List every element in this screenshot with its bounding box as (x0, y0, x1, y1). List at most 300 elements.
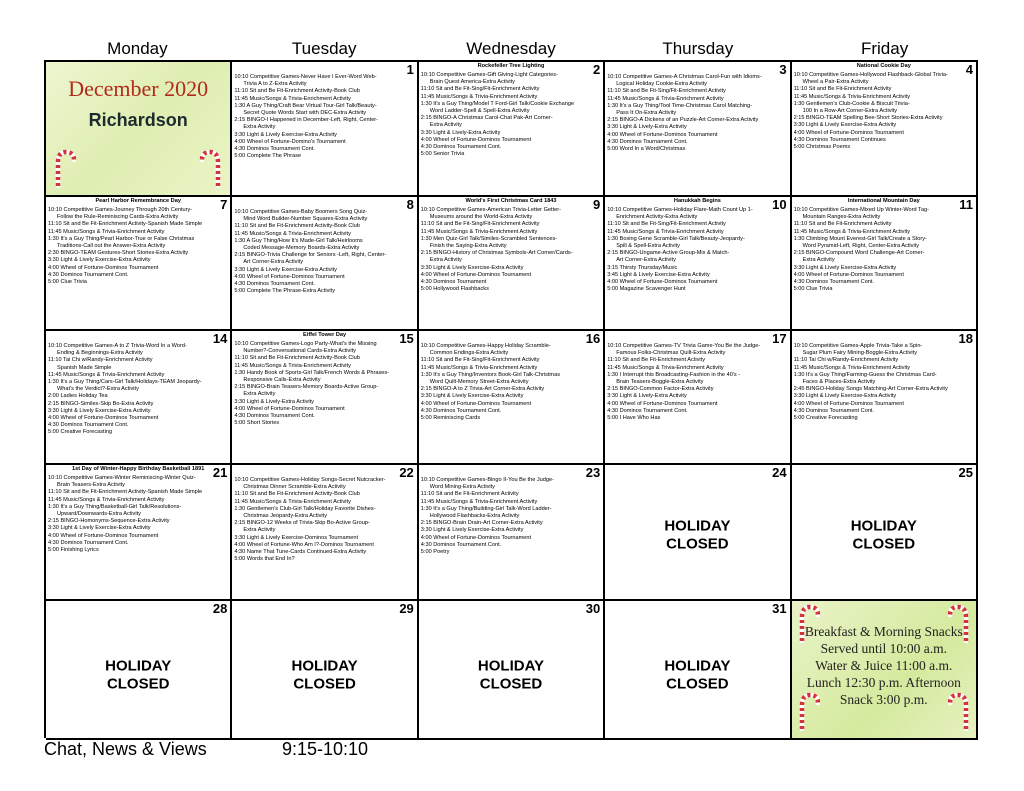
activity-item: 4:30 Dominos Tournament Cont. (607, 407, 688, 414)
activity-item: Ending & Beginnings-Extra Activity (57, 350, 143, 357)
activity-item: 11:10 Sit and Be Fit-Enrichment Activity (793, 221, 892, 228)
activity-item: 2:15 BINGO-Brain Teasers-Memory Boards-Active Group- (234, 384, 379, 391)
holiday-label: HOLIDAY (477, 657, 545, 675)
activity-item: 5:00 Clue Trivia (793, 286, 833, 293)
activity-item: 1:30 Handy Book of Sports-Girl Talk/French Words & Phrases- (234, 369, 390, 376)
activity-item: 5:00 Magazine Scavenger Hunt (607, 286, 686, 293)
holiday-label: HOLIDAY (850, 517, 917, 535)
activity-item: 2:15 BINGO-A Christmas Carol-Chat Pak-Art Corner- (420, 115, 553, 122)
activity-item: Extra Activity (429, 122, 462, 129)
activity-item: 1:30 Boxing Gene Scramble-Girl Talk/Beauty-Jeopardy- (607, 235, 745, 242)
activity-item: 1:30 It's a Guy Thing/Basketball-Girl Talk/Resolutions- (48, 503, 182, 510)
activity-item: 2:15 BINGO-TEAM Spelling Bee-Short Stories-Extra Activity (793, 115, 943, 122)
activity-item: 2:15 BINGO-History of Christmas Symbols-Art Corner/Cards- (420, 250, 573, 257)
day-header-wednesday: Wednesday (466, 39, 556, 58)
date-number: 11 (959, 197, 973, 212)
activity-item: Museums around the World-Extra Activity (429, 214, 533, 221)
activity-item: 11:10 Sit and Be Fit-Sing/Fit-Enrichment Activity (420, 86, 540, 93)
holiday-closed-notice (605, 518, 789, 554)
activity-item: 5:00 Finishing Lyrics (48, 547, 99, 554)
closed-label: CLOSED (666, 535, 729, 553)
footer-program-name: Chat, News & Views (44, 739, 207, 759)
day-cell-1 (232, 62, 418, 197)
activity-item: 11:45 Music/Songs & Trivia-Enrichment Activity (48, 371, 165, 378)
date-number: 17 (772, 331, 787, 346)
date-number: 30 (585, 601, 601, 616)
closed-label: CLOSED (666, 675, 729, 693)
activity-item: Art Corner-Extra Activity (616, 257, 676, 264)
activity-item: 11:45 Music/Songs & Trivia-Enrichment Activity (793, 93, 911, 100)
activity-item: 3:30 Light & Lively-Extra Activity (607, 393, 687, 400)
special-day-title: Eiffel Tower Day (303, 332, 347, 338)
activity-item: 11:45 Music/Songs & Trivia-Enrichment Activity (48, 228, 165, 235)
activity-item: 10:10 Competitive Games-Happy Holiday Scramble- (420, 343, 551, 349)
activity-item: 11:10 Sit and Be Fit-Enrichment Activity (607, 357, 706, 364)
activity-item: 5:00 Words that End In? (234, 556, 295, 563)
activity-item: 10:10 Competitive Games-Baby Boomers Song Quiz- (234, 209, 368, 215)
activity-item: 3:30 Light & Lively-Extra Activity (420, 129, 501, 136)
activity-item: 10:10 Competitive Games-Gift Giving-Light Categories- (420, 72, 558, 78)
day-cell-17 (605, 331, 791, 465)
candy-cane-icon (50, 148, 80, 193)
activity-item: 3:30 Light & Lively Exercise-Extra Activity (793, 264, 897, 271)
activity-item: 1:30 I Interrupt this Broadcasting-Fashion in the 40's - (607, 371, 741, 378)
activity-item: Spanish Made Simple (57, 364, 112, 371)
activity-item: Art Corner-Extra Activity (243, 259, 304, 266)
activity-item: 2:00 Ladies Holiday Tea (48, 393, 108, 400)
activity-list (421, 343, 591, 422)
day-cell-29 (232, 601, 418, 740)
activity-item: 4:30 Dominos Tournament (420, 279, 487, 286)
activity-item: 3:30 Light & Lively Exercise-Extra Activity (793, 122, 897, 129)
activity-item: Traditions-Call out the Answer-Extra Activity (57, 243, 166, 250)
date-number: 31 (772, 601, 787, 616)
activity-item: 4:00 Wheel of Fortune-Dominos Tournament (48, 532, 159, 539)
activity-item: Brain Quest America-Extra Activity (429, 79, 515, 86)
activity-item: 100 In a Row-Art Corner-Extra Activity (802, 108, 898, 115)
activity-item: 4:00 Wheel of Fortune-Dominos Tournament (793, 400, 904, 407)
activity-item: 10:10 Competitive Games-Logo Party-What's the Missing (234, 341, 377, 347)
activity-item: 10:10 Competitive Games-A Christmas Carol-Fun with Idioms- (607, 74, 762, 80)
meal-schedule-line: Served until 10:00 a.m. (820, 641, 947, 656)
activity-item: 4:30 Dominos Tournament Cont. (420, 541, 502, 548)
activity-item: 10:10 Competitive Games-American Trivia-Letter Getter- (420, 207, 562, 213)
day-cell-11 (792, 197, 978, 331)
activity-item: 4:00 Wheel of Fortune-Who Am I?-Dominos Tournament (234, 541, 374, 548)
location-name: Richardson (88, 110, 188, 130)
activity-item: 4:30 Dominos Tournament Continues (793, 136, 886, 143)
activity-item: 4:30 Dominos Tournament Cont. (793, 407, 875, 414)
activity-item: 2:15 BINGO-Homonyms-Sequence-Extra Activity (48, 518, 170, 525)
activity-item: 4:00 Wheel of Fortune-Dominos Tournament (420, 271, 532, 278)
activity-item: 2:15 BINGO-Similes-Skip Bo-Extra Activity (48, 400, 154, 407)
activity-item: 1:30 Gentlemen's Club-Cookie & Biscuit Trivia- (793, 100, 910, 107)
activity-item: 1:30 Men Quiz-Girl Talk/Similes-Scrambled Sentences- (420, 235, 558, 242)
activity-item: 5:00 Creative Forecasting (793, 415, 858, 422)
activity-item: 3:45 Light & Lively Exercise-Extra Activity (607, 271, 710, 278)
meal-schedule-line: Lunch 12:30 p.m. Afternoon (806, 675, 961, 690)
date-number: 18 (958, 331, 973, 346)
activity-item: 5:00 Creative Forecasting (48, 429, 113, 436)
activity-item: Number?-Conversational Cards-Extra Activity (243, 348, 356, 355)
meal-schedule-cell (792, 601, 978, 740)
activity-item: 5:00 Poetry (420, 549, 450, 556)
date-number: 1 (406, 62, 414, 77)
day-cell-14 (46, 331, 232, 465)
activity-item: 1:30 It's a Guy Thing/Farming-Guess the Christmas Card- (793, 371, 937, 378)
date-number: 9 (592, 197, 601, 212)
activity-item: 3:30 Light & Lively Exercise-Extra Activity (420, 527, 524, 534)
date-number: 14 (212, 331, 228, 346)
activity-item: 5:00 Short Stories (234, 420, 280, 427)
activity-item: Spill & Spell-Extra Activity (616, 243, 680, 250)
day-cell-30 (419, 601, 605, 740)
activity-item: 1:30 It's a Guy Thing/Tool Time-Christmas Carol Matching- (607, 102, 753, 109)
candy-cane-icon (196, 148, 226, 193)
activity-item: 4:00 Wheel of Fortune-Dominos Tournament (793, 129, 904, 136)
weekday-header (44, 38, 978, 60)
closed-label: CLOSED (479, 675, 543, 693)
special-day-title: Rockefeller Tree Lighting (477, 63, 545, 69)
activity-item: 3:30 Light & Lively Exercise-Extra Activity (234, 266, 337, 273)
date-number: 10 (772, 197, 787, 212)
day-cell-7 (46, 197, 232, 331)
activity-item: 5:00 Christmas Poems (793, 144, 851, 151)
activity-item: 3:30 Light & Lively Exercise-Extra Activity (48, 257, 151, 264)
date-number: 28 (212, 601, 228, 616)
date-number: 25 (958, 465, 973, 480)
activity-item: 4:00 Wheel of Fortune-Dominos Tournament (607, 400, 718, 407)
holiday-closed-notice (232, 658, 416, 694)
activity-item: Extra Activity (429, 257, 462, 264)
activity-item: 11:45 Music/Songs & Trivia-Enrichment Activity (420, 364, 538, 371)
activity-item: 2:30 BINGO-TEAM Gestures-Short Stories-Extra Activity (48, 250, 189, 257)
day-header-friday: Friday (860, 39, 909, 58)
activity-item: 11:10 Sit and Be Fit-Enrichment Activity-Spanish Made Simple (48, 221, 203, 228)
activity-list (234, 477, 404, 563)
activity-list (48, 475, 218, 554)
activity-list (794, 343, 964, 422)
activity-item: Extra Activity (243, 124, 276, 131)
activity-item: 11:45 Music/Songs & Trivia-Enrichment Activity (607, 228, 724, 235)
activity-list (48, 343, 218, 437)
activity-item: 1:30 Gentlemen's Club-Girl Talk/Holiday Favorite Dishes- (234, 505, 376, 512)
activity-item: 2:15 BINGO-Common Factor-Extra Activity (607, 386, 714, 393)
activity-item: Christmas Jeopardy-Extra Activity (243, 513, 328, 520)
activity-item: 4:30 Dominos Tournament Cont. (234, 413, 315, 420)
meal-schedule-line: Water & Juice 11:00 a.m. (815, 658, 953, 673)
activity-item: 3:30 Light & Lively Exercise-Extra Activity (420, 264, 524, 271)
activity-item: 1:30 A Guy Thing/How It's Made-Girl Talk/Heirlooms (234, 237, 363, 244)
activity-item: Wheel a Pair-Extra Activity (802, 79, 869, 86)
activity-item: 2:15 BINGO-Ungame-Active Group-Mix & Match- (607, 250, 730, 257)
activity-item: 4:30 Dominos Tournament Cont. (48, 422, 129, 429)
activity-list (48, 207, 218, 286)
activity-item: 3:30 Light & Lively-Extra Activity (234, 398, 314, 405)
holiday-closed-notice (605, 658, 789, 694)
special-day-title: National Cookie Day (856, 63, 911, 69)
activity-list (421, 477, 591, 556)
activity-item: 5:00 Senior Trivia (420, 151, 465, 158)
activity-list (607, 343, 777, 422)
date-number: 21 (212, 465, 228, 480)
activity-item: Responsive Calls-Extra Activity (243, 377, 321, 384)
activity-item: 4:30 Dominos Tournament Cont. (234, 281, 315, 288)
activity-item: 11:10 Sit and Be Fit-Sing/Fit-Enrichment Activity (420, 357, 540, 364)
activity-item: 11:10 Sit and Be Fit-Enrichment Activity-Book Club (234, 491, 360, 498)
activity-item: 11:45 Music/Songs & Trivia-Enrichment Activity (234, 95, 351, 102)
activity-item: Extra Activity (243, 391, 276, 398)
activity-item: Enrichment Activity-Extra Activity (616, 214, 698, 221)
activity-item: 5:00 Word In a Word/Christmas (607, 146, 686, 153)
activity-item: 5:00 Reminiscing Cards (420, 415, 481, 422)
activity-item: 11:10 Sit and Be Fit-Enrichment Activity-Book Club (234, 355, 360, 362)
activity-list (234, 209, 404, 295)
activity-item: 4:00 Wheel of Fortune-Dominos Tournament (48, 415, 159, 422)
footer-program-time: 9:15-10:10 (282, 739, 369, 759)
holiday-closed-notice (419, 658, 603, 694)
activity-item: 4:30 Name That Tune-Cards Continued-Extra Activity (234, 549, 367, 556)
activity-item: 4:00 Wheel of Fortune-Dominos Tournament (234, 273, 345, 280)
activity-item: Hollywood Flashbacks-Extra Activity (429, 513, 520, 520)
day-cell-23 (419, 465, 605, 601)
activity-item: 11:45 Music/Songs & Trivia-Enrichment Activity (420, 228, 538, 235)
activity-item: 1:30 A Guy Thing/Craft Bear Virtual Tour-Girl Talk/Beauty- (234, 102, 377, 109)
activity-item: 4:30 Dominos Tournament Cont. (420, 407, 502, 414)
activity-item: 3:30 Light & Lively Exercise-Extra Activity (420, 393, 524, 400)
activity-item: 2:45 BINGO-Holiday Songs Matching-Art Corner-Extra Activity (793, 386, 948, 393)
activity-item: 11:45 Music/Songs & Trivia-Enrichment Activity (234, 230, 351, 237)
activity-item: 11:10 Sit and Be Fit-Sing/Fit-Enrichment Activity (607, 88, 726, 95)
activity-item: 10:10 Competitive Games-Never Have I Ever-Word Web- (234, 74, 377, 80)
day-cell-28 (46, 601, 232, 740)
activity-item: 11:45 Music/Songs & Trivia-Enrichment Activity (793, 364, 911, 371)
activity-item: 5:00 Clue Trivia (48, 279, 87, 286)
month-title: December 2020 (68, 76, 209, 101)
activity-item: 4:00 Wheel of Fortune-Dominos Tournament (607, 131, 718, 138)
activity-list (421, 72, 591, 158)
activity-item: 3:30 Light & Lively Exercise-Dominos Tournament (234, 534, 359, 541)
activity-item: 11:10 Tai Chi w/Randy-Enrichment Activity (48, 357, 153, 364)
activity-item: 4:30 Dominos Tournament Cont. (607, 138, 688, 145)
month-banner-cell (46, 62, 232, 197)
activity-item: 11:10 Sit and Be Fit-Enrichment Activity-Book Club (234, 88, 360, 95)
activity-item: 10:10 Competitive Games-Hollywood Flashback-Global Trivia- (793, 72, 948, 78)
closed-label: CLOSED (106, 675, 170, 693)
activity-item: 3:30 Light & Lively-Extra Activity (607, 124, 687, 131)
activity-item: 11:45 Music/Songs & Trivia-Enrichment Activity (607, 364, 724, 371)
activity-item: 4:30 Dominos Tournament Cont. (48, 539, 129, 546)
day-cell-21 (46, 465, 232, 601)
activity-item: 11:45 Music/Songs & Trivia-Enrichment Activity (607, 95, 724, 102)
day-cell-31 (605, 601, 791, 740)
activity-item: Word Quilt-Memory Street-Extra Activity (429, 379, 529, 386)
date-number: 3 (779, 62, 787, 77)
meal-schedule (792, 623, 976, 708)
date-number: 23 (585, 465, 601, 480)
activity-item: 3:30 Light & Lively Exercise-Extra Activity (48, 407, 151, 414)
activity-item: Finish the Saying-Extra Activity (429, 243, 507, 250)
activity-item: 11:10 Sit and Be Fit-Enrichment Activity-Spanish Made Simple (48, 489, 203, 496)
activity-list (794, 207, 964, 293)
activity-item: 5:00 Complete The Phrase-Extra Activity (234, 288, 336, 295)
activity-item: Coded Message-Memory Boards-Extra Activity (243, 245, 360, 252)
activity-item: 10:10 Competitive Games-A to Z Trivia-Word In a Word- (48, 343, 187, 349)
day-cell-24 (605, 465, 791, 601)
day-cell-10 (605, 197, 791, 331)
date-number: 2 (592, 62, 601, 77)
day-cell-22 (232, 465, 418, 601)
activity-item: 1:30 It's a Guy Thing/Cars-Girl Talk/Holidays-TEAM Jeopardy- (48, 379, 202, 386)
day-cell-15 (232, 331, 418, 465)
date-number: 22 (399, 465, 414, 480)
activity-item: 4:30 Dominos Tournament Cont. (420, 144, 502, 151)
activity-list (234, 74, 404, 160)
date-number: 29 (399, 601, 414, 616)
activity-item: 11:10 Sit and Be Fit-Enrichment Activity (793, 86, 892, 93)
activity-item: 11:45 Music/Songs & Trivia-Enrichment Activity (420, 93, 538, 100)
day-cell-8 (232, 197, 418, 331)
activity-item: 4:00 Wheel of Fortune-Domino's Tournament (234, 138, 346, 145)
day-cell-2 (419, 62, 605, 197)
activity-item: 1:30 It's a Guy Thing/Model T Ford-Girl Talk/Cookie Exchange (420, 100, 575, 107)
activity-item: 1:30 It's a Guy Thing/Pearl Harbor-True or False Christmas (48, 235, 195, 242)
activity-item: 11:45 Music/Songs & Trivia-Enrichment Activity (234, 498, 351, 505)
date-number: 7 (220, 197, 228, 212)
holiday-label: HOLIDAY (664, 517, 731, 535)
activity-item: Brain Teasers-Boggle-Extra Activity (616, 379, 704, 386)
activity-item: 5:00 Complete The Phrase (234, 153, 302, 160)
activity-item: 2:15 BINGO-Brain Drain-Art Corner-Extra Activity (420, 520, 543, 527)
holiday-closed-notice (792, 518, 976, 554)
activity-item: 11:45 Music/Songs & Trivia-Enrichment Activity (793, 228, 911, 235)
activity-item: 11:45 Music/Songs & Trivia-Enrichment Activity (234, 362, 351, 369)
day-cell-3 (605, 62, 791, 197)
closed-label: CLOSED (852, 535, 916, 553)
activity-item: 10:10 Competitive Games-Mixed Up Winter-Word Tag- (793, 207, 929, 213)
activity-item: 10:10 Competitive Games-Journey Through 20th Century- (48, 207, 193, 213)
special-day-title: Hanukkah Begins (673, 198, 721, 204)
activity-item: 2:15 BINGO-Compound Word Challenge-Art Corner- (793, 250, 925, 257)
date-number: 15 (399, 331, 414, 346)
activity-item: Brain Teasers-Extra Activity (57, 482, 125, 489)
activity-item: 5:00 Hollywood Flashbacks (420, 286, 489, 293)
activity-item: 2:15 BINGO-I Happened in December-Left, Right, Center- (234, 117, 379, 124)
activity-item: 4:30 Dominos Tournament Cont. (48, 271, 129, 278)
activity-item: 11:45 Music/Songs & Trivia-Enrichment Activity (48, 496, 165, 503)
holiday-label: HOLIDAY (291, 657, 358, 675)
activity-item: 4:30 Dominos Tournament Cont. (234, 146, 315, 153)
activity-item: 10:10 Competitive Games-Holiday Songs-Secret Nutcracker- (234, 477, 386, 483)
activity-item: 1:30 Climbing Mount Everest-Girl Talk/Create a Story- (793, 235, 927, 242)
activity-item: Logical Holiday Cookie-Extra Activity (616, 81, 707, 88)
activity-item: 11:10 Sit and Be Fit-Enrichment Activity-Book Club (234, 223, 360, 230)
day-header-monday: Monday (107, 39, 168, 58)
calendar-grid (44, 60, 978, 738)
activity-item: 1:30 It's a Guy Thing/Inventors Book-Girl Talk-Christmas (420, 371, 561, 378)
activity-item: 3:15 Thirsty Thursday/Music (607, 264, 678, 271)
meal-schedule-line: Breakfast & Morning Snacks (804, 624, 963, 639)
activity-item: 1:30 It's a Guy Thing/Building-Girl Talk-Word Ladder- (420, 505, 552, 512)
activity-item: Faces & Places-Extra Activity (802, 379, 876, 386)
day-header-thursday: Thursday (662, 39, 734, 58)
activity-item: 3:30 Light & Lively Exercise-Extra Activity (48, 525, 151, 532)
activity-item: 4:00 Wheel of Fortune-Dominos Tournament (234, 405, 345, 412)
activity-item: Pass It On-Extra Activity (616, 110, 677, 117)
activity-item: 10:10 Competitive Games-TV Trivia Game-You Be the Judge- (607, 343, 761, 349)
activity-item: Upward/Downwards-Extra Activity (57, 511, 141, 518)
activity-item: 4:00 Wheel of Fortune-Dominos Tournament (420, 136, 532, 143)
activity-item: Mountain Ranges-Extra Activity (802, 214, 881, 221)
holiday-closed-notice (46, 658, 230, 694)
date-number: 24 (772, 465, 787, 480)
activity-item: Mind Word Builder-Number Squares-Extra Activity (243, 216, 368, 223)
activity-item: Secret Quote Words Start with DEC-Extra Activity (243, 110, 367, 117)
closed-label: CLOSED (293, 675, 356, 693)
activity-item: Famous Folks-Christmas Quilt-Extra Activity (616, 350, 726, 357)
activity-item: 10:10 Competitive Games-Apple Trivia-Take a Spin- (793, 343, 923, 349)
activity-item: Trivia A to Z-Extra Activity (243, 81, 307, 88)
activity-item: 3:30 Light & Lively Exercise-Extra Activity (234, 131, 337, 138)
activity-item: 4:30 Dominos Tournament Cont. (793, 279, 875, 286)
activity-item: 11:10 Sit and Be Fit-Enrichment Activity (420, 491, 519, 498)
date-number: 4 (965, 62, 973, 77)
activity-item: Extra Activity (243, 527, 276, 534)
activity-item: 10:10 Competitive Games-Winter Reminiscing-Winter Quiz- (48, 475, 196, 481)
activity-item: 4:00 Wheel of Fortune-Dominos Tournament (420, 400, 532, 407)
day-header-tuesday: Tuesday (291, 39, 357, 58)
date-number: 8 (406, 197, 414, 212)
activity-item: 11:45 Music/Songs & Trivia-Enrichment Activity (420, 498, 538, 505)
activity-item: 5:00 I Have Who Has (607, 415, 661, 422)
activity-item: Christmas Dinner Scramble-Extra Activity (243, 484, 346, 491)
activity-item: Common Endings-Extra Activity (429, 350, 509, 357)
activity-item: Word Mining-Extra Activity (429, 484, 495, 491)
activity-item: Word Ladder-Spell & Spell-Extra Activity (429, 108, 530, 115)
day-cell-4 (792, 62, 978, 197)
activity-list (421, 207, 591, 293)
activity-item: 11:10 Sit and Be Fit-Sing/Fit-Enrichment Activity (607, 221, 726, 228)
day-cell-16 (419, 331, 605, 465)
holiday-label: HOLIDAY (105, 657, 172, 675)
activity-item: 2:15 BINGO-Trivia Challenge for Seniors -Left, Right, Center- (234, 252, 387, 259)
day-cell-9 (419, 197, 605, 331)
activity-item: 10:10 Competitive Games-Holiday Flare-Math Count Up 1- (607, 207, 753, 213)
activity-item: 4:00 Wheel of Fortune-Dominos Tournament (607, 279, 718, 286)
activity-list (607, 74, 777, 153)
activity-item: 4:00 Wheel of Fortune-Dominos Tournament (793, 271, 904, 278)
activity-item: What's the Verdict?-Extra Activity (57, 386, 139, 393)
activity-item: 2:15 BINGO-A to Z Trivia-Art Corner-Extra Activity (420, 386, 545, 393)
activity-item: 11:10 Tai Chi w/Randy-Enrichment Activity (793, 357, 899, 364)
activity-item: Follow the Rule-Reminiscing Cards-Extra Activity (57, 214, 179, 221)
activity-item: Sugar Plum Fairy Mining-Boggle-Extra Activity (802, 350, 917, 357)
day-cell-25 (792, 465, 978, 601)
activity-item: Word Pyramid-Left, Right, Center-Extra Activity (802, 243, 920, 250)
activity-item: 2:15 BINGO-A Dickens of an Puzzle-Art Corner-Extra Activity (607, 117, 759, 124)
holiday-label: HOLIDAY (664, 657, 731, 675)
activity-item: 3:30 Light & Lively Exercise-Extra Activity (793, 393, 897, 400)
special-day-title: World's First Christmas Card 1843 (465, 198, 557, 204)
activity-item: 4:00 Wheel of Fortune-Dominos Tournament (48, 264, 159, 271)
date-number: 16 (585, 331, 601, 346)
special-day-title: International Mountain Day (847, 198, 920, 204)
special-day-title: Pearl Harbor Remembrance Day (95, 198, 181, 204)
activity-item: Extra Activity (802, 257, 835, 264)
activity-list (794, 72, 964, 151)
activity-item: 4:00 Wheel of Fortune-Dominos Tournament (420, 534, 532, 541)
activity-item: 11:10 Sit and Be Fit-Sing/Fit-Enrichment Activity (420, 221, 540, 228)
